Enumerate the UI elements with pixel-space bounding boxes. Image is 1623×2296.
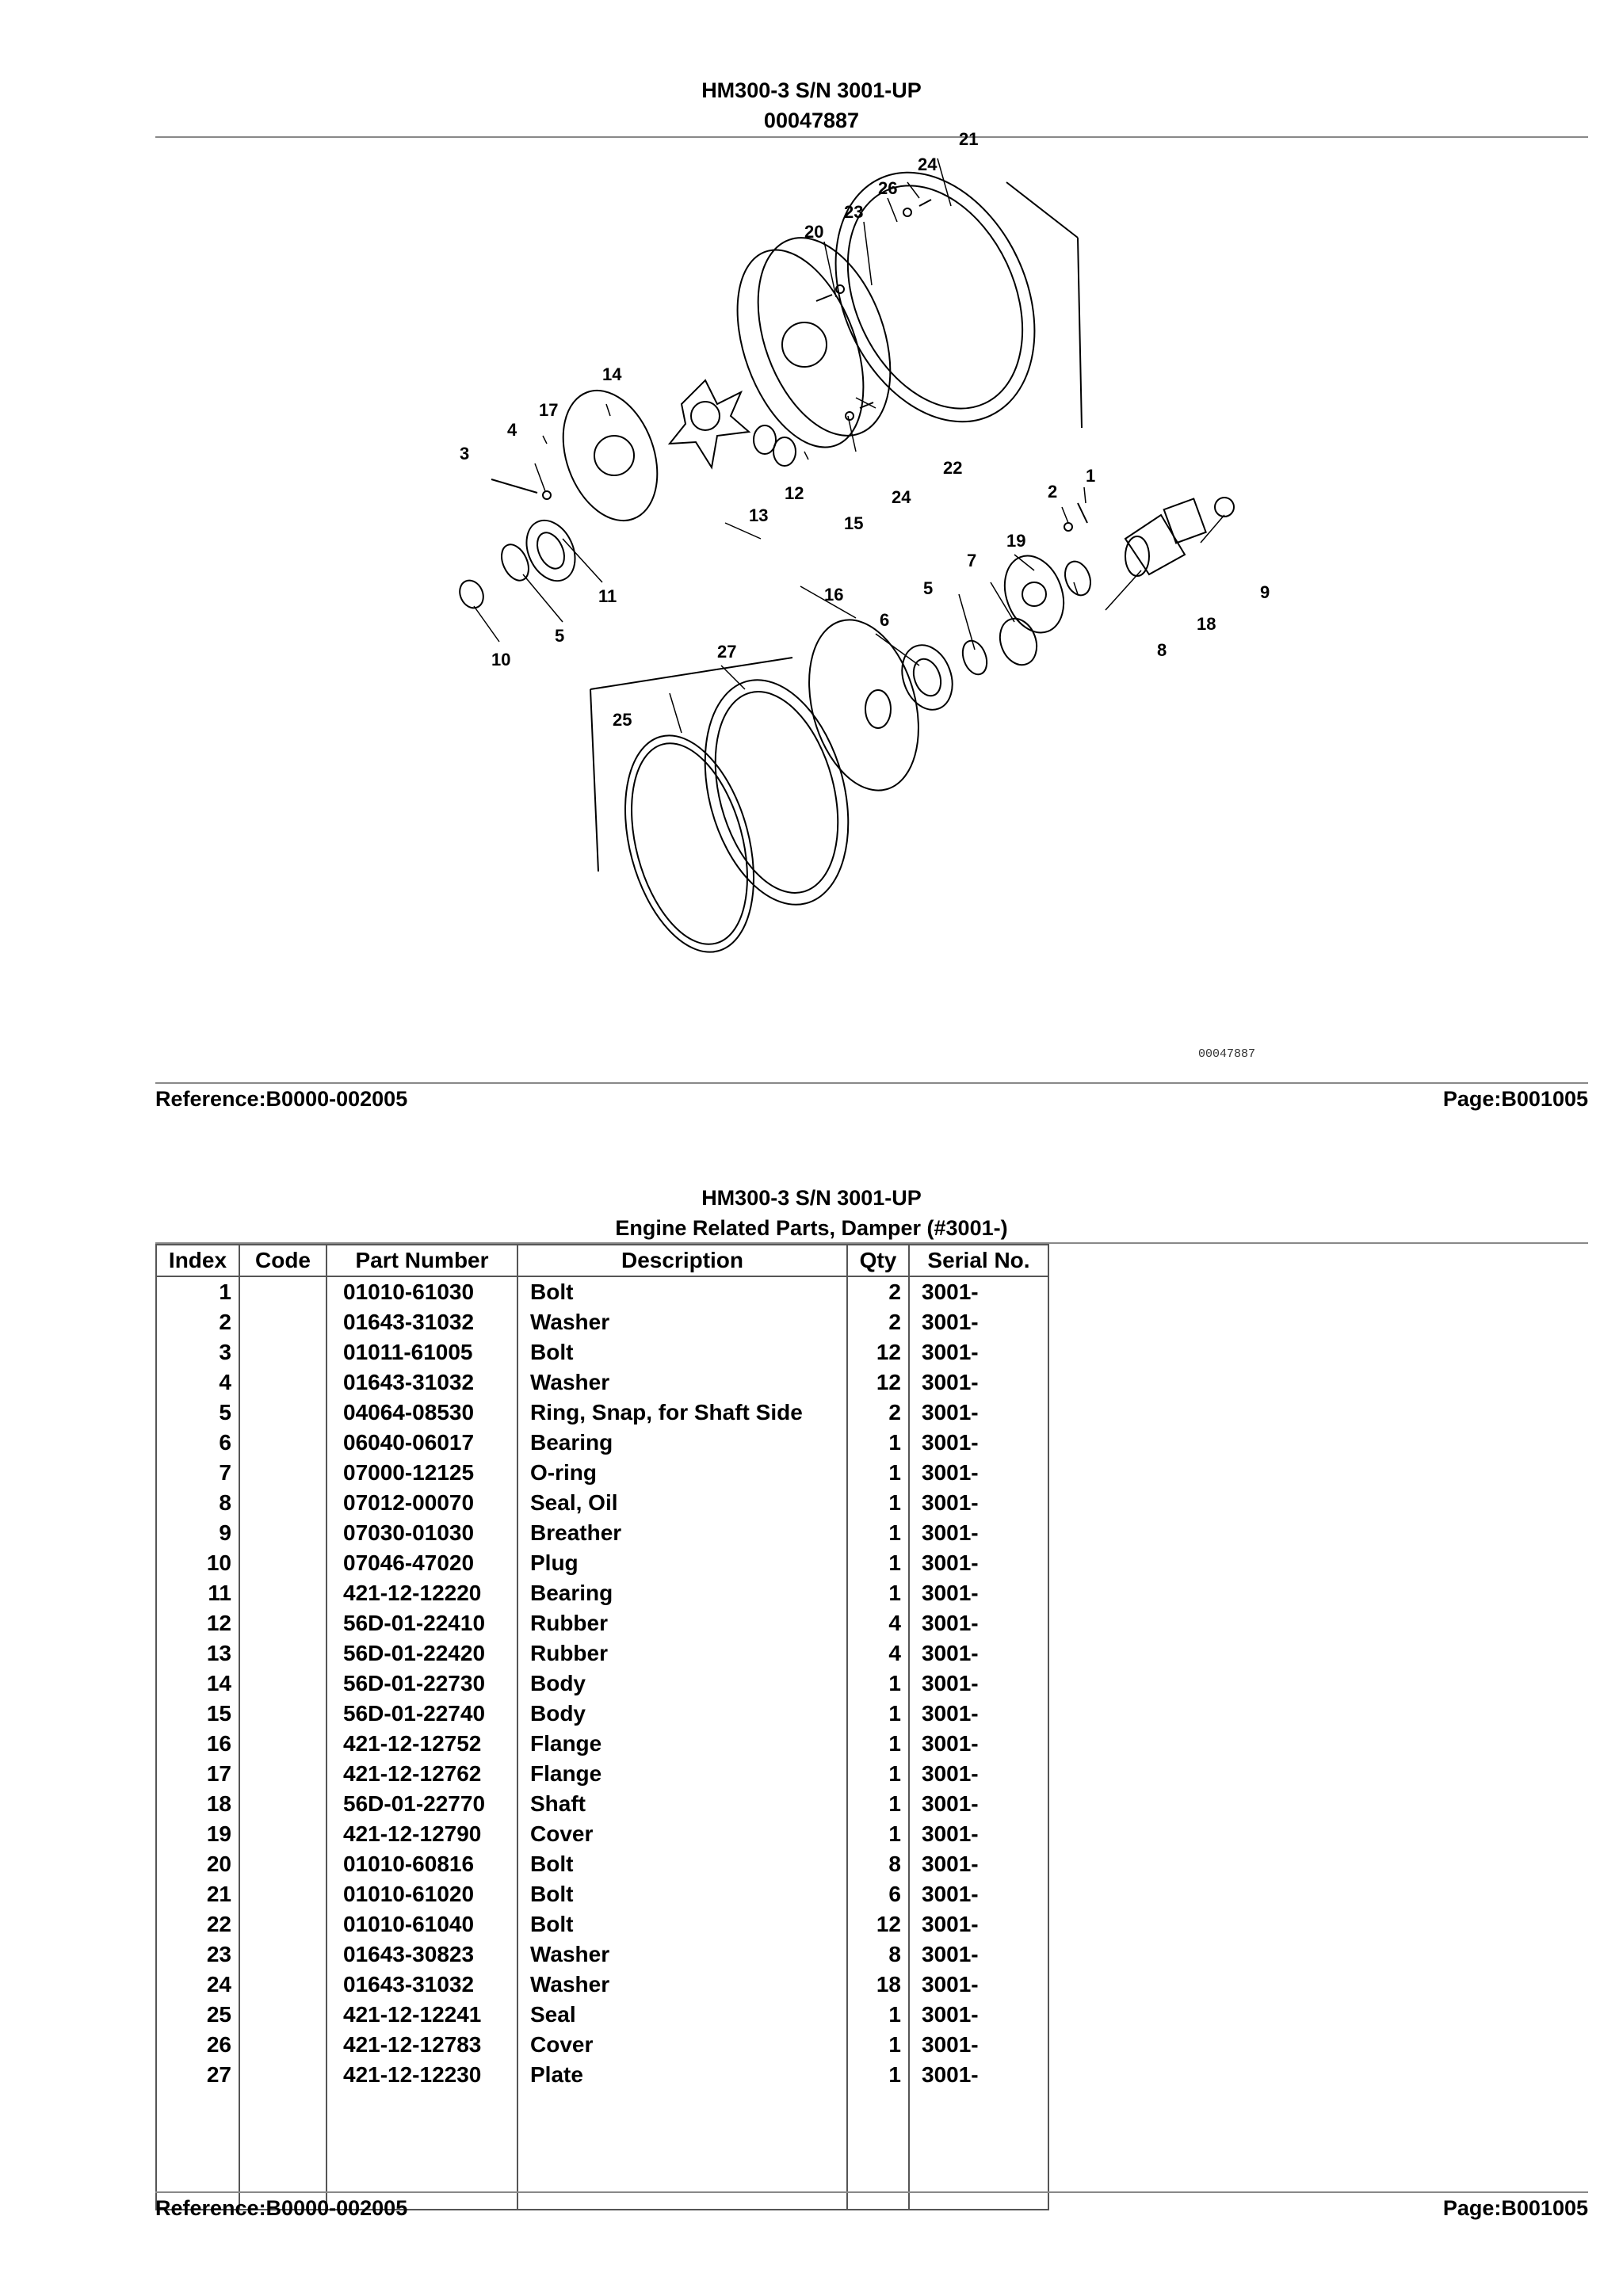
cell-index: 9 bbox=[156, 1518, 239, 1548]
cell-description: Flange bbox=[517, 1759, 847, 1789]
cell-code bbox=[239, 1608, 327, 1638]
cell-serial: 3001- bbox=[909, 2060, 1048, 2090]
cell-description: Bearing bbox=[517, 1428, 847, 1458]
cell-serial: 3001- bbox=[909, 1699, 1048, 1729]
table-row bbox=[156, 1276, 1048, 1307]
table-row bbox=[156, 1458, 1048, 1488]
callout-7: 7 bbox=[967, 551, 977, 570]
cell-qty: 1 bbox=[847, 2030, 909, 2060]
cell-serial: 3001- bbox=[909, 2000, 1048, 2030]
part-20-bolt bbox=[816, 295, 832, 301]
part-26-cover bbox=[797, 140, 1082, 454]
cell-code bbox=[239, 2060, 327, 2090]
cell-serial: 3001- bbox=[909, 1307, 1048, 1337]
cell-qty: 1 bbox=[847, 1819, 909, 1849]
cell-serial: 3001- bbox=[909, 1548, 1048, 1578]
cell-code bbox=[239, 1939, 327, 1970]
cell-serial: 3001- bbox=[909, 1638, 1048, 1669]
cell-code bbox=[239, 1428, 327, 1458]
cell-index: 5 bbox=[156, 1398, 239, 1428]
cell-serial: 3001- bbox=[909, 1819, 1048, 1849]
diagram-title: HM300-3 S/N 3001-UP bbox=[701, 78, 922, 102]
cell-description: Plate bbox=[517, 2060, 847, 2090]
table-row bbox=[156, 1729, 1048, 1759]
cell-code bbox=[239, 1488, 327, 1518]
cell-code bbox=[239, 1729, 327, 1759]
table-row bbox=[156, 1909, 1048, 1939]
callout-11: 11 bbox=[598, 586, 617, 606]
col-code: Code bbox=[239, 1245, 327, 1276]
cell-part-number: 56D-01-22420 bbox=[327, 1638, 517, 1669]
part-24-washer-mid bbox=[846, 412, 854, 420]
cell-description: Body bbox=[517, 1669, 847, 1699]
cell-code bbox=[239, 1337, 327, 1367]
cell-qty: 6 bbox=[847, 1879, 909, 1909]
cell-qty: 1 bbox=[847, 2000, 909, 2030]
part-24-washer-top bbox=[903, 208, 911, 216]
cell-index: 19 bbox=[156, 1819, 239, 1849]
parts-table bbox=[155, 1244, 1049, 2210]
cell-index: 12 bbox=[156, 1608, 239, 1638]
reference-label-2: Reference:B0000-002005 bbox=[155, 2196, 408, 2220]
exploded-parts-diagram bbox=[444, 129, 1316, 1062]
table-row bbox=[156, 1819, 1048, 1849]
cell-index: 25 bbox=[156, 2000, 239, 2030]
part-19-cover bbox=[995, 547, 1074, 641]
footer-divider-1 bbox=[155, 1082, 1588, 1084]
cell-qty: 2 bbox=[847, 1276, 909, 1307]
col-part-number: Part Number bbox=[327, 1245, 517, 1276]
cell-serial: 3001- bbox=[909, 2030, 1048, 2060]
cell-serial: 3001- bbox=[909, 1939, 1048, 1970]
cell-qty: 1 bbox=[847, 1759, 909, 1789]
callout-24-top: 24 bbox=[918, 154, 938, 174]
callout-4: 4 bbox=[507, 420, 517, 440]
part-16-flange bbox=[792, 608, 937, 803]
callout-6: 6 bbox=[880, 610, 890, 630]
diagram-code: 00047887 bbox=[1198, 1047, 1256, 1061]
cell-part-number: 01010-60816 bbox=[327, 1849, 517, 1879]
cell-code bbox=[239, 1638, 327, 1669]
cell-qty: 4 bbox=[847, 1608, 909, 1638]
cell-description: Body bbox=[517, 1699, 847, 1729]
cell-index: 18 bbox=[156, 1789, 239, 1819]
cell-part-number: 07012-00070 bbox=[327, 1488, 517, 1518]
table-subtitle: Engine Related Parts, Damper (#3001-) bbox=[615, 1216, 1008, 1240]
cell-serial: 3001- bbox=[909, 1789, 1048, 1819]
cell-qty: 18 bbox=[847, 1970, 909, 2000]
cell-serial: 3001- bbox=[909, 1578, 1048, 1608]
cell-part-number: 01010-61020 bbox=[327, 1879, 517, 1909]
cell-part-number: 421-12-12230 bbox=[327, 2060, 517, 2090]
col-qty: Qty bbox=[847, 1245, 909, 1276]
table-row bbox=[156, 1337, 1048, 1367]
cell-description: Ring, Snap, for Shaft Side bbox=[517, 1398, 847, 1428]
cell-code bbox=[239, 1458, 327, 1488]
cell-serial: 3001- bbox=[909, 1909, 1048, 1939]
cell-serial: 3001- bbox=[909, 1729, 1048, 1759]
callout-3: 3 bbox=[460, 444, 470, 463]
callout-18: 18 bbox=[1197, 614, 1216, 634]
cell-part-number: 01011-61005 bbox=[327, 1337, 517, 1367]
callout-8: 8 bbox=[1157, 640, 1167, 660]
cell-part-number: 421-12-12783 bbox=[327, 2030, 517, 2060]
cell-code bbox=[239, 1699, 327, 1729]
cell-serial: 3001- bbox=[909, 1759, 1048, 1789]
cell-code bbox=[239, 1759, 327, 1789]
cell-part-number: 56D-01-22740 bbox=[327, 1699, 517, 1729]
callout-24-mid: 24 bbox=[892, 487, 911, 507]
cell-qty: 4 bbox=[847, 1638, 909, 1669]
cell-serial: 3001- bbox=[909, 1367, 1048, 1398]
cell-part-number: 421-12-12241 bbox=[327, 2000, 517, 2030]
callout-19: 19 bbox=[1006, 531, 1026, 551]
part-9-breather bbox=[1215, 498, 1234, 517]
cell-serial: 3001- bbox=[909, 1428, 1048, 1458]
cell-part-number: 01643-31032 bbox=[327, 1970, 517, 2000]
cell-description: Cover bbox=[517, 1819, 847, 1849]
cell-index: 7 bbox=[156, 1458, 239, 1488]
table-row bbox=[156, 1367, 1048, 1398]
table-row bbox=[156, 1879, 1048, 1909]
cell-code bbox=[239, 1276, 327, 1307]
cell-index: 1 bbox=[156, 1276, 239, 1307]
cell-part-number: 01643-31032 bbox=[327, 1367, 517, 1398]
cell-description: Seal bbox=[517, 2000, 847, 2030]
part-1-bolt bbox=[1078, 503, 1087, 523]
callout-23: 23 bbox=[844, 202, 864, 222]
cell-index: 14 bbox=[156, 1669, 239, 1699]
cell-serial: 3001- bbox=[909, 1518, 1048, 1548]
table-row bbox=[156, 1970, 1048, 2000]
cell-qty: 2 bbox=[847, 1307, 909, 1337]
cell-part-number: 01010-61030 bbox=[327, 1276, 517, 1307]
part-21-bolt bbox=[919, 200, 931, 206]
cell-index: 11 bbox=[156, 1578, 239, 1608]
callout-2: 2 bbox=[1048, 482, 1058, 502]
reference-label: Reference:B0000-002005 bbox=[155, 1087, 408, 1111]
cell-qty: 1 bbox=[847, 1548, 909, 1578]
table-row bbox=[156, 1548, 1048, 1578]
cell-serial: 3001- bbox=[909, 1879, 1048, 1909]
table-title: HM300-3 S/N 3001-UP bbox=[701, 1186, 922, 1210]
table-row bbox=[156, 1939, 1048, 1970]
part-5-snap-ring-right bbox=[958, 638, 991, 678]
cell-code bbox=[239, 1578, 327, 1608]
cell-description: Cover bbox=[517, 2030, 847, 2060]
cell-description: Bolt bbox=[517, 1276, 847, 1307]
table-row bbox=[156, 1488, 1048, 1518]
cell-qty: 12 bbox=[847, 1909, 909, 1939]
cell-description: Washer bbox=[517, 1307, 847, 1337]
cell-serial: 3001- bbox=[909, 1398, 1048, 1428]
cell-qty: 1 bbox=[847, 1518, 909, 1548]
callout-5-right: 5 bbox=[923, 578, 934, 598]
part-2-washer bbox=[1064, 523, 1072, 531]
callout-14: 14 bbox=[602, 364, 622, 384]
cell-part-number: 56D-01-22770 bbox=[327, 1789, 517, 1819]
page-label-2: Page:B001005 bbox=[1442, 2196, 1588, 2220]
part-10-plug bbox=[456, 577, 488, 612]
part-27-plate bbox=[682, 664, 871, 921]
cell-index: 10 bbox=[156, 1548, 239, 1578]
cell-index: 17 bbox=[156, 1759, 239, 1789]
cell-qty: 8 bbox=[847, 1849, 909, 1879]
cell-index: 21 bbox=[156, 1879, 239, 1909]
cell-index: 26 bbox=[156, 2030, 239, 2060]
cell-qty: 1 bbox=[847, 1458, 909, 1488]
cell-code bbox=[239, 1789, 327, 1819]
cell-part-number: 07046-47020 bbox=[327, 1548, 517, 1578]
cell-description: Washer bbox=[517, 1970, 847, 2000]
cell-index: 20 bbox=[156, 1849, 239, 1879]
table-header-row bbox=[156, 1245, 1048, 1276]
cell-qty: 1 bbox=[847, 1578, 909, 1608]
cell-description: Bolt bbox=[517, 1879, 847, 1909]
cell-code bbox=[239, 1849, 327, 1879]
callout-26: 26 bbox=[878, 178, 898, 198]
cell-code bbox=[239, 1518, 327, 1548]
table-row bbox=[156, 1578, 1048, 1608]
cell-qty: 1 bbox=[847, 2060, 909, 2090]
callout-13: 13 bbox=[749, 505, 769, 525]
callout-27: 27 bbox=[717, 642, 737, 662]
callout-1: 1 bbox=[1086, 466, 1096, 486]
cell-description: Seal, Oil bbox=[517, 1488, 847, 1518]
col-description: Description bbox=[517, 1245, 847, 1276]
cell-code bbox=[239, 1669, 327, 1699]
part-17-flange bbox=[546, 377, 674, 533]
cell-serial: 3001- bbox=[909, 1276, 1048, 1307]
cell-code bbox=[239, 1879, 327, 1909]
footer-divider-2 bbox=[155, 2191, 1588, 2193]
cell-code bbox=[239, 1819, 327, 1849]
table-row bbox=[156, 1307, 1048, 1337]
callout-17: 17 bbox=[539, 400, 559, 420]
cell-code bbox=[239, 2030, 327, 2060]
cell-description: Washer bbox=[517, 1939, 847, 1970]
cell-code bbox=[239, 1398, 327, 1428]
table-row bbox=[156, 1398, 1048, 1428]
header-divider bbox=[155, 136, 1588, 138]
cell-index: 4 bbox=[156, 1367, 239, 1398]
cell-qty: 12 bbox=[847, 1337, 909, 1367]
callout-20: 20 bbox=[804, 222, 824, 242]
cell-description: Breather bbox=[517, 1518, 847, 1548]
cell-index: 27 bbox=[156, 2060, 239, 2090]
table-row bbox=[156, 1608, 1048, 1638]
part-6-bearing bbox=[893, 638, 960, 716]
cell-part-number: 421-12-12790 bbox=[327, 1819, 517, 1849]
cell-part-number: 421-12-12220 bbox=[327, 1578, 517, 1608]
cell-code bbox=[239, 1909, 327, 1939]
table-row bbox=[156, 1518, 1048, 1548]
part-18-shaft bbox=[1125, 498, 1206, 576]
cell-serial: 3001- bbox=[909, 1970, 1048, 2000]
cell-qty: 1 bbox=[847, 1699, 909, 1729]
col-serial: Serial No. bbox=[909, 1245, 1048, 1276]
cell-description: Bolt bbox=[517, 1337, 847, 1367]
cell-index: 2 bbox=[156, 1307, 239, 1337]
cell-qty: 2 bbox=[847, 1398, 909, 1428]
cell-index: 23 bbox=[156, 1939, 239, 1970]
callout-5-left: 5 bbox=[555, 626, 565, 646]
callout-12: 12 bbox=[785, 483, 804, 503]
cell-qty: 1 bbox=[847, 1789, 909, 1819]
cell-qty: 1 bbox=[847, 1669, 909, 1699]
table-row bbox=[156, 2000, 1048, 2030]
cell-index: 22 bbox=[156, 1909, 239, 1939]
part-25-seal bbox=[603, 721, 775, 966]
cell-index: 8 bbox=[156, 1488, 239, 1518]
cell-serial: 3001- bbox=[909, 1608, 1048, 1638]
cell-qty: 1 bbox=[847, 1428, 909, 1458]
cell-part-number: 01010-61040 bbox=[327, 1909, 517, 1939]
cell-description: Shaft bbox=[517, 1789, 847, 1819]
cell-index: 16 bbox=[156, 1729, 239, 1759]
cell-code bbox=[239, 1307, 327, 1337]
cell-part-number: 421-12-12752 bbox=[327, 1729, 517, 1759]
cell-description: Flange bbox=[517, 1729, 847, 1759]
cell-description: Rubber bbox=[517, 1608, 847, 1638]
cell-part-number: 01643-30823 bbox=[327, 1939, 517, 1970]
cell-qty: 8 bbox=[847, 1939, 909, 1970]
cell-index: 13 bbox=[156, 1638, 239, 1669]
callout-10: 10 bbox=[491, 650, 511, 669]
cell-serial: 3001- bbox=[909, 1488, 1048, 1518]
part-5-snap-ring-left bbox=[496, 540, 533, 585]
cell-description: Bolt bbox=[517, 1849, 847, 1879]
cell-part-number: 06040-06017 bbox=[327, 1428, 517, 1458]
table-row bbox=[156, 1428, 1048, 1458]
cell-qty: 1 bbox=[847, 1729, 909, 1759]
table-row bbox=[156, 1699, 1048, 1729]
table-row bbox=[156, 1669, 1048, 1699]
callout-15: 15 bbox=[844, 513, 864, 533]
cell-code bbox=[239, 2000, 327, 2030]
table-row bbox=[156, 1638, 1048, 1669]
cell-description: Bolt bbox=[517, 1909, 847, 1939]
cell-description: O-ring bbox=[517, 1458, 847, 1488]
cell-code bbox=[239, 1970, 327, 2000]
diagram-number: 00047887 bbox=[763, 109, 860, 132]
table-row bbox=[156, 1789, 1048, 1819]
col-index: Index bbox=[156, 1245, 239, 1276]
cell-description: Washer bbox=[517, 1367, 847, 1398]
callout-9: 9 bbox=[1260, 582, 1270, 602]
part-3-bolt bbox=[491, 479, 537, 493]
part-12-rubber bbox=[773, 437, 796, 466]
cell-part-number: 56D-01-22730 bbox=[327, 1669, 517, 1699]
cell-index: 15 bbox=[156, 1699, 239, 1729]
callout-25: 25 bbox=[613, 710, 632, 730]
cell-index: 6 bbox=[156, 1428, 239, 1458]
cell-part-number: 01643-31032 bbox=[327, 1307, 517, 1337]
part-14-body bbox=[670, 380, 749, 467]
cell-serial: 3001- bbox=[909, 1337, 1048, 1367]
cell-part-number: 421-12-12762 bbox=[327, 1759, 517, 1789]
cell-serial: 3001- bbox=[909, 1849, 1048, 1879]
cell-index: 24 bbox=[156, 1970, 239, 2000]
cell-serial: 3001- bbox=[909, 1669, 1048, 1699]
cell-qty: 1 bbox=[847, 1488, 909, 1518]
table-row bbox=[156, 2060, 1048, 2090]
cell-part-number: 56D-01-22410 bbox=[327, 1608, 517, 1638]
cell-part-number: 04064-08530 bbox=[327, 1398, 517, 1428]
cell-code bbox=[239, 1367, 327, 1398]
callout-22: 22 bbox=[943, 458, 963, 478]
cell-description: Rubber bbox=[517, 1638, 847, 1669]
table-row bbox=[156, 1849, 1048, 1879]
cell-description: Plug bbox=[517, 1548, 847, 1578]
cell-code bbox=[239, 1548, 327, 1578]
cell-description: Bearing bbox=[517, 1578, 847, 1608]
part-4-washer bbox=[543, 491, 551, 499]
cell-part-number: 07000-12125 bbox=[327, 1458, 517, 1488]
table-row bbox=[156, 1759, 1048, 1789]
table-row bbox=[156, 2030, 1048, 2060]
cell-index: 3 bbox=[156, 1337, 239, 1367]
cell-part-number: 07030-01030 bbox=[327, 1518, 517, 1548]
callout-16: 16 bbox=[824, 585, 844, 605]
page-label: Page:B001005 bbox=[1442, 1087, 1588, 1111]
part-13-rubber bbox=[754, 425, 776, 454]
cell-serial: 3001- bbox=[909, 1458, 1048, 1488]
cell-qty: 12 bbox=[847, 1367, 909, 1398]
callout-21: 21 bbox=[959, 129, 979, 149]
